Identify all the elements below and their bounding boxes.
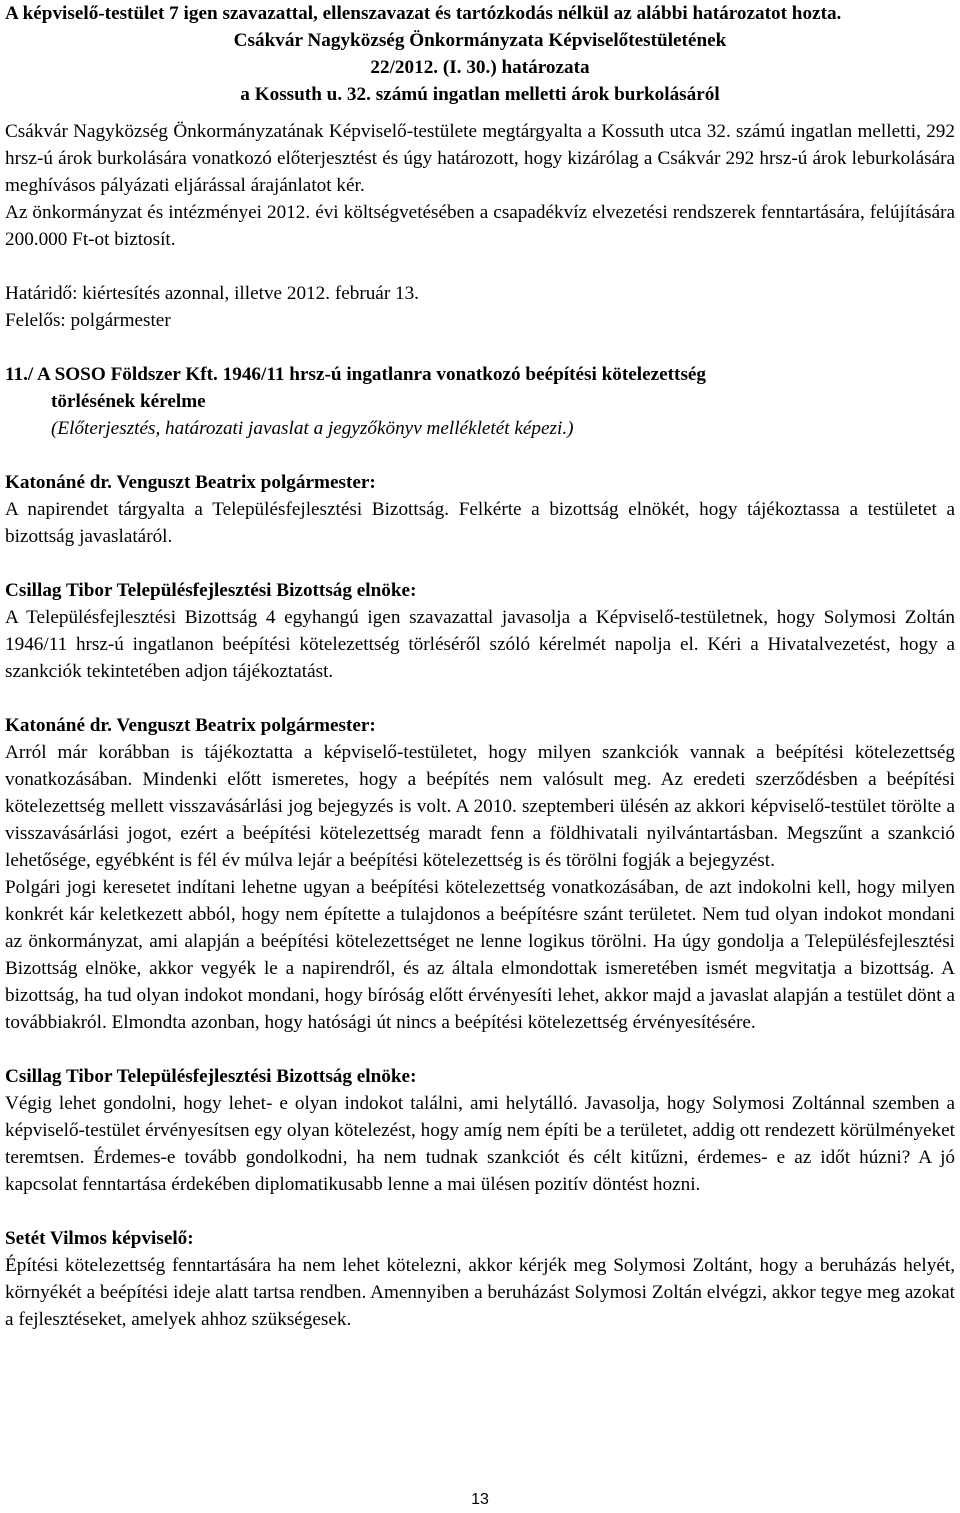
speaker: Csillag Tibor Településfejlesztési Bizottság elnöke: — [5, 580, 417, 601]
section-2 — [5, 712, 955, 1036]
section-paragraph: Polgári jogi keresetet indítani lehetne ugyan a beépítési kötelezettség vonatkozásában, de azt indokolni kell, hogy milyen konkrét kár keletkezett abból, hogy nem építette a tulajdonos a beépítésre szánt területet. Nem tud olyan indokot mondani az önkormányzat, ami alapján a beépítési kötelezettséget ne lenne logikus törölni. Ha úgy gondolja a Településfejlesztési Bizottság elnöke, akkor vegyék le a napirendről, és az általa elmondottak ismeretében ismét megvitatja a bizottság. A bizottság, ha tud olyan indokot mondani, hogy bíróság előtt érvényesíti lehet, akkor majd a javaslat alapján a testület dönt a továbbiakról. Elmondta azonban, hogy hatósági út nincs a beépítési kötelezettség érvényesítésére. — [5, 877, 955, 1033]
speaker: Setét Vilmos képviselő: — [5, 1228, 194, 1249]
section-0 — [5, 469, 955, 550]
spacer — [5, 1198, 955, 1225]
section-4 — [5, 1225, 955, 1333]
speaker: Katonáné dr. Venguszt Beatrix polgármester: — [5, 715, 376, 736]
section-paragraph: Arról már korábban is tájékoztatta a képviselő-testületet, hogy milyen szankciók vannak a beépítési kötelezettség vonatkozásában. Mindenki előtt ismeretes, hogy a beépítés nem valósult meg. Az eredeti szerződésben a beépítési kötelezettség mellett visszavásárlási jog bejegyzés is volt. A 2010. szeptemberi ülésén az akkori képviselő-testület törölte a visszavásárlási jogot, ezért a beépítési kötelezettség maradt fenn a földhivatali nyilvántartásban. Megszűnt a szankció lehetősége, egyébként is fél év múlva lejár a beépítési kötelezettség is és törölni fogják a bejegyzést. — [5, 742, 955, 871]
deadline: Határidő: kiértesítés azonnal, illetve 2012. február 13. — [5, 283, 419, 304]
resolution-text: Csákvár Nagyközség Önkormányzatának Képviselő-testülete megtárgyalta a Kossuth utca 32. számú ingatlan melletti, 292 hrsz-ú árok burkolására vonatkozó előterjesztést és úgy határozott, hogy kizárólag a Csákvár 292 hrsz-ú árok leburkolására meghívásos pályázati eljárással árajánlatot kér. — [5, 121, 955, 196]
section-paragraph: A napirendet tárgyalta a Településfejlesztési Bizottság. Felkérte a bizottság elnökét, hogy tájékoztassa a testületet a bizottság javaslatáról. — [5, 499, 955, 547]
agenda-item-title: 11./ A SOSO Földszer Kft. 1946/11 hrsz-ú ingatlanra vonatkozó beépítési kötelezettség — [5, 364, 707, 385]
section-paragraph: Építési kötelezettség fenntartására ha nem lehet kötelezni, akkor kérjék meg Solymosi Zoltánt, hogy a beruházás helyét, környékét a beépítési ideje alatt tartsa rendben. Amennyiben a beruházást Solymosi Zoltán elvégzi, akkor tegye meg azokat a fejlesztéseket, amelyek ahhoz szükségesek. — [5, 1255, 955, 1330]
resolution-heading-line2: 22/2012. (I. 30.) határozata — [370, 57, 590, 78]
agenda-item-note: (Előterjesztés, határozati javaslat a jegyzőkönyv mellékletét képezi.) — [51, 418, 574, 439]
budget-text: Az önkormányzat és intézményei 2012. évi költségvetésében a csapadékvíz elvezetési rendszerek fenntartására, felújítására 200.000 Ft-ot biztosít. — [5, 202, 955, 250]
section-1 — [5, 577, 955, 685]
page-number: 13 — [471, 1491, 489, 1508]
spacer — [5, 1036, 955, 1063]
spacer — [5, 334, 955, 361]
speaker: Katonáné dr. Venguszt Beatrix polgármester: — [5, 472, 376, 493]
resolution-intro: A képviselő-testület 7 igen szavazattal, ellenszavazat és tartózkodás nélkül az alábbi határozatot hozta. — [5, 3, 842, 24]
spacer — [5, 253, 955, 280]
speaker: Csillag Tibor Településfejlesztési Bizottság elnöke: — [5, 1066, 417, 1087]
spacer — [5, 550, 955, 577]
section-3 — [5, 1063, 955, 1198]
spacer — [5, 685, 955, 712]
spacer — [5, 442, 955, 469]
section-paragraph: Végig lehet gondolni, hogy lehet- e olyan indokot találni, ami helytálló. Javasolja, hogy Solymosi Zoltánnal szemben a képviselő-testület érvényesítsen egy olyan kötelezést, hogy amíg nem építi be a területet, addig ott rendezett körülményeket teremtsen. Érdemes-e tovább gondolkodni, ha nem tudnak szankciót és célt kitűzni, érdemes- e az időt húzni? A jó kapcsolat fenntartása érdekében diplomatikusabb lenne a mai ülésen pozitív döntést hozni. — [5, 1093, 955, 1195]
document-page — [5, 0, 955, 1333]
resolution-heading-line3: a Kossuth u. 32. számú ingatlan melletti árok burkolásáról — [240, 84, 720, 105]
agenda-item-title-cont: törlésének kérelme — [51, 391, 206, 412]
resolution-heading-line1: Csákvár Nagyközség Önkormányzata Képviselőtestületének — [233, 30, 727, 51]
section-paragraph: A Településfejlesztési Bizottság 4 egyhangú igen szavazattal javasolja a Képviselő-testületnek, hogy Solymosi Zoltán 1946/11 hrsz-ú ingatlanon beépítési kötelezettség törléséről szóló kérelmét napolja el. Kéri a Hivatalvezetést, hogy a szankciók tekintetében adjon tájékoztatást. — [5, 607, 955, 682]
responsible: Felelős: polgármester — [5, 310, 171, 331]
